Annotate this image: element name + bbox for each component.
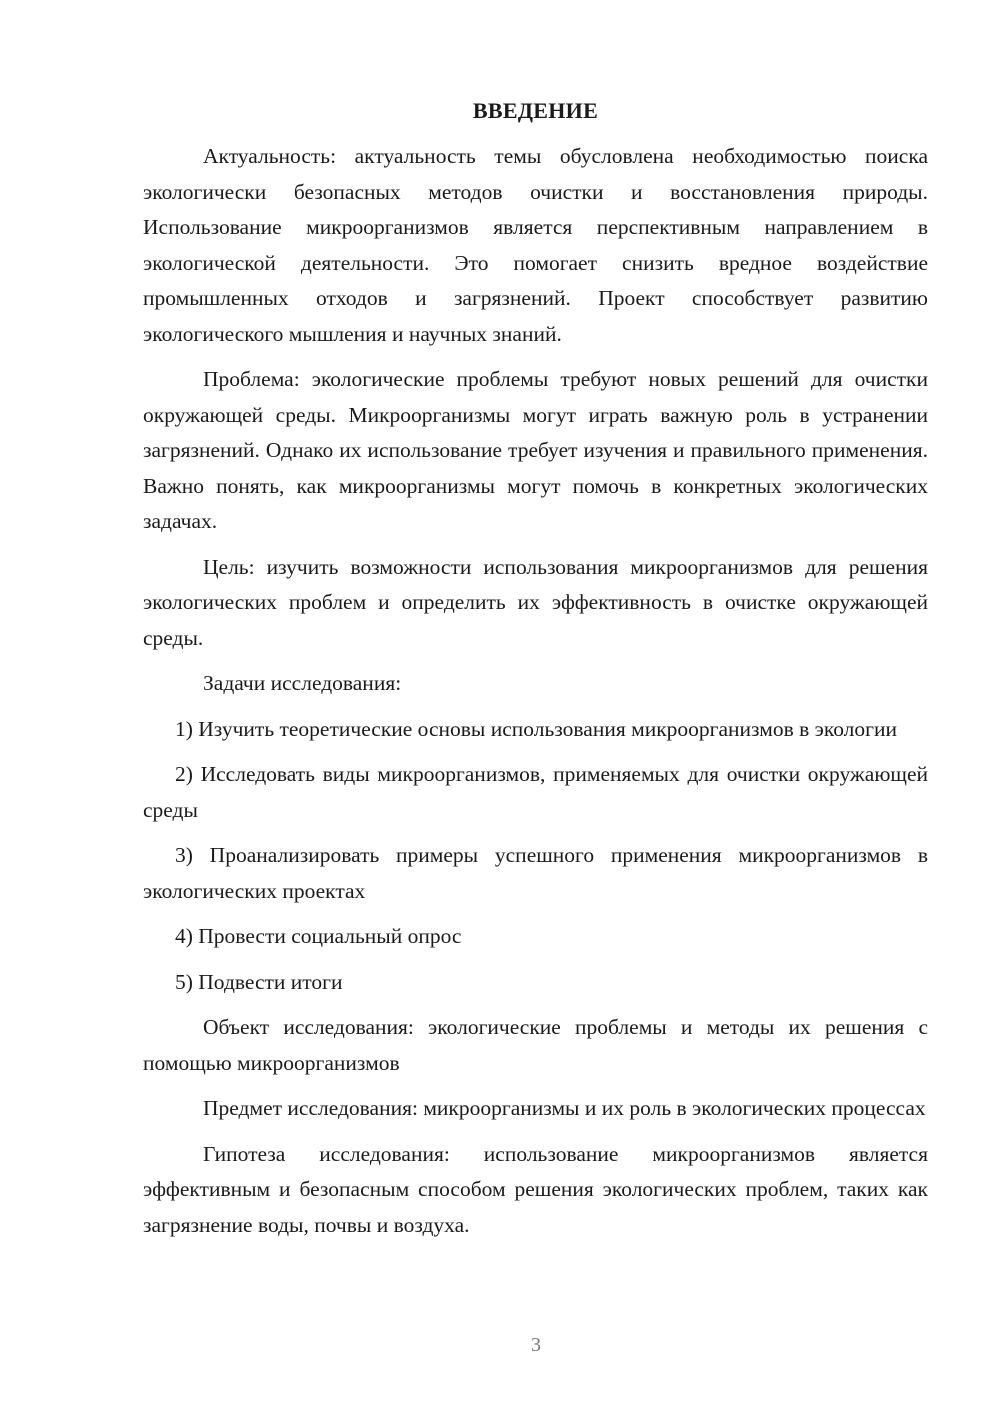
problem-paragraph: Проблема: экологические проблемы требуют новых решений для очистки окружающей среды. Микроорганизмы могут играть важную роль в устранении загрязнений. Однако их использование требует изучения и правильного применения. Важно понять, как микроорганизмы могут помочь в конкретных экологических задачах. — [143, 367, 928, 533]
hypothesis-paragraph: Гипотеза исследования: использование микроорганизмов является эффективным и безопасным способом решения экологических проблем, таких как загрязнение воды, почвы и воздуха. — [143, 1141, 928, 1237]
document-page — [143, 96, 928, 1243]
task-item-4: 4) Провести социальный опрос — [175, 924, 462, 948]
task-item-2: 2) Исследовать виды микроорганизмов, применяемых для очистки окружающей среды — [143, 762, 928, 822]
section-title: ВВЕДЕНИЕ — [472, 98, 599, 123]
research-subject-paragraph: Предмет исследования: микроорганизмы и их роль в экологических процессах — [203, 1096, 926, 1120]
page-number: 3 — [531, 1334, 541, 1356]
task-item-1: 1) Изучить теоретические основы использования микроорганизмов в экологии — [175, 716, 897, 741]
relevance-paragraph: Актуальность: актуальность темы обусловлена необходимостью поиска экологически безопасных методов очистки и восстановления природы. Использование микроорганизмов является перспективным направлением в экологической деятельности. Это помогает снизить вредное воздействие промышленных отходов и загрязнений. Проект способствует развитию экологического мышления и научных знаний. — [143, 144, 928, 346]
goal-paragraph: Цель: изучить возможности использования микроорганизмов для решения экологических проблем и определить их эффективность в очистке окружающей среды. — [143, 554, 928, 650]
tasks-heading: Задачи исследования: — [203, 671, 402, 695]
task-item-3: 3) Проанализировать примеры успешного применения микроорганизмов в экологических проектах — [143, 843, 928, 903]
task-item-5: 5) Подвести итоги — [175, 969, 343, 994]
research-object-paragraph: Объект исследования: экологические проблемы и методы их решения с помощью микроорганизмов — [143, 1015, 928, 1075]
